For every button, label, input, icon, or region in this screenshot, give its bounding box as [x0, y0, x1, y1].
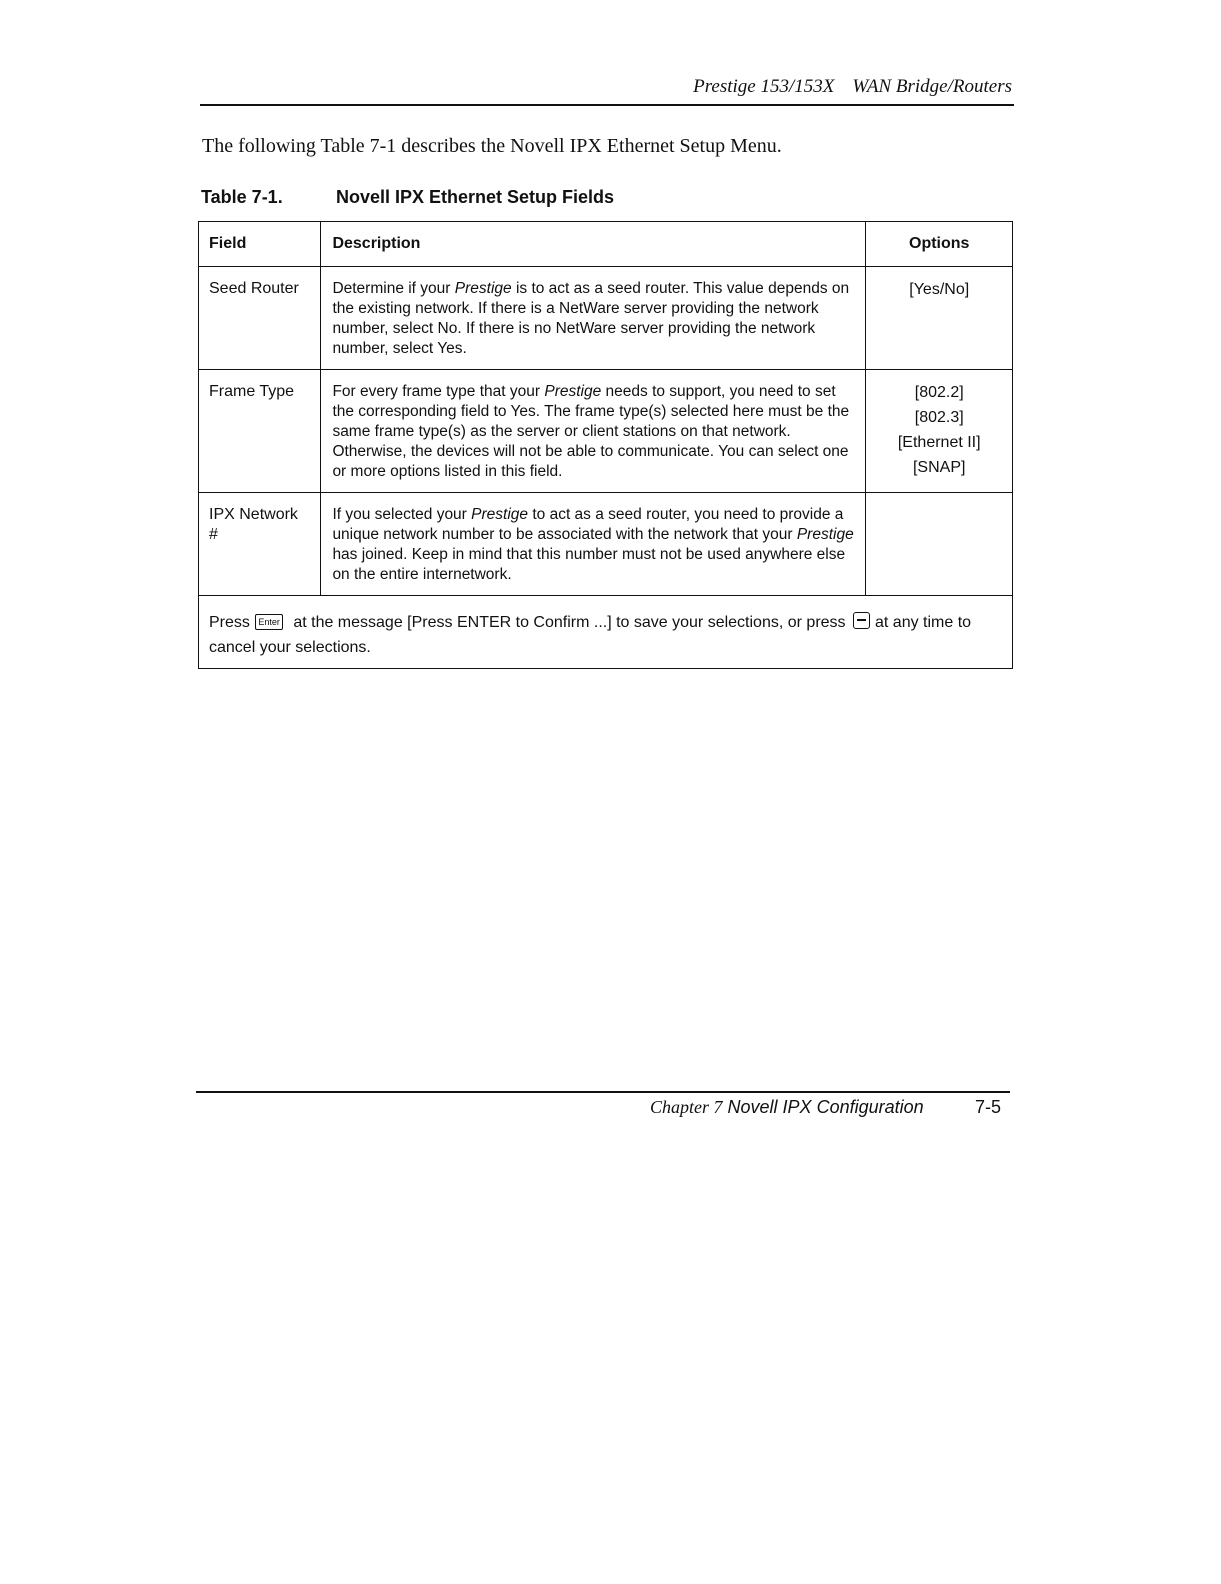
- field-options: [866, 267, 1013, 370]
- field-options: [866, 370, 1013, 493]
- setup-fields-table: [198, 221, 1013, 669]
- header-rule: [200, 104, 1014, 106]
- field-name: Seed Router: [199, 267, 321, 370]
- option-value: [802.3]: [914, 409, 964, 426]
- table-header-row: [199, 222, 1013, 267]
- option-value: [SNAP]: [912, 459, 966, 476]
- table-caption-title: Novell IPX Ethernet Setup Fields: [336, 187, 615, 207]
- table-caption: [201, 187, 614, 208]
- header-field: Field: [199, 222, 321, 267]
- footer-chapter-label: Chapter 7: [650, 1097, 723, 1117]
- field-options: [866, 493, 1013, 596]
- page-number: 7-5: [975, 1097, 1002, 1117]
- table-row: [199, 370, 1013, 493]
- table-caption-label: Table 7-1.: [201, 187, 283, 207]
- enter-key-icon: Enter: [255, 614, 283, 630]
- header-options: Options: [866, 222, 1013, 267]
- option-value: [Yes/No]: [909, 281, 970, 298]
- footer-rule: [196, 1091, 1010, 1093]
- footer-chapter: [650, 1097, 924, 1118]
- option-value: [Ethernet II]: [897, 434, 981, 451]
- field-description: If you selected your Prestige to act as a seed router, you need to provide a unique network number to be associated with the network that your Prestige has joined. Keep in mind that this number must not be used anywhere else on the entire internetwork.: [321, 493, 866, 596]
- table-note: Press Enter at the message [Press ENTER to Confirm ...] to save your selections, or press at any time to cancel your selections.: [199, 596, 1013, 669]
- intro-paragraph: The following Table 7-1 describes the Novell IPX Ethernet Setup Menu.: [202, 135, 782, 157]
- field-name: IPX Network #: [199, 493, 321, 596]
- running-header: [200, 76, 1012, 98]
- header-description: Description: [321, 222, 866, 267]
- field-description: For every frame type that your Prestige needs to support, you need to set the corresponding field to Yes. The frame type(s) selected here must be the same frame type(s) as the server or client stations on that network. Otherwise, the devices will not be able to communicate. You can select one or more options listed in this field.: [321, 370, 866, 493]
- table-row: [199, 493, 1013, 596]
- header-subtitle: WAN Bridge/Routers: [852, 76, 1012, 97]
- esc-key-icon: [853, 612, 870, 629]
- header-product: Prestige 153/153X: [693, 76, 835, 97]
- footer-chapter-title: Novell IPX Configuration: [727, 1097, 924, 1117]
- field-description: Determine if your Prestige is to act as a seed router. This value depends on the existing network. If there is a NetWare server providing the network number, select No. If there is no NetWare server providing the network number, select Yes.: [321, 267, 866, 370]
- table-row: [199, 267, 1013, 370]
- table-note-row: [199, 596, 1013, 669]
- field-name: Frame Type: [199, 370, 321, 493]
- option-value: [802.2]: [914, 384, 964, 401]
